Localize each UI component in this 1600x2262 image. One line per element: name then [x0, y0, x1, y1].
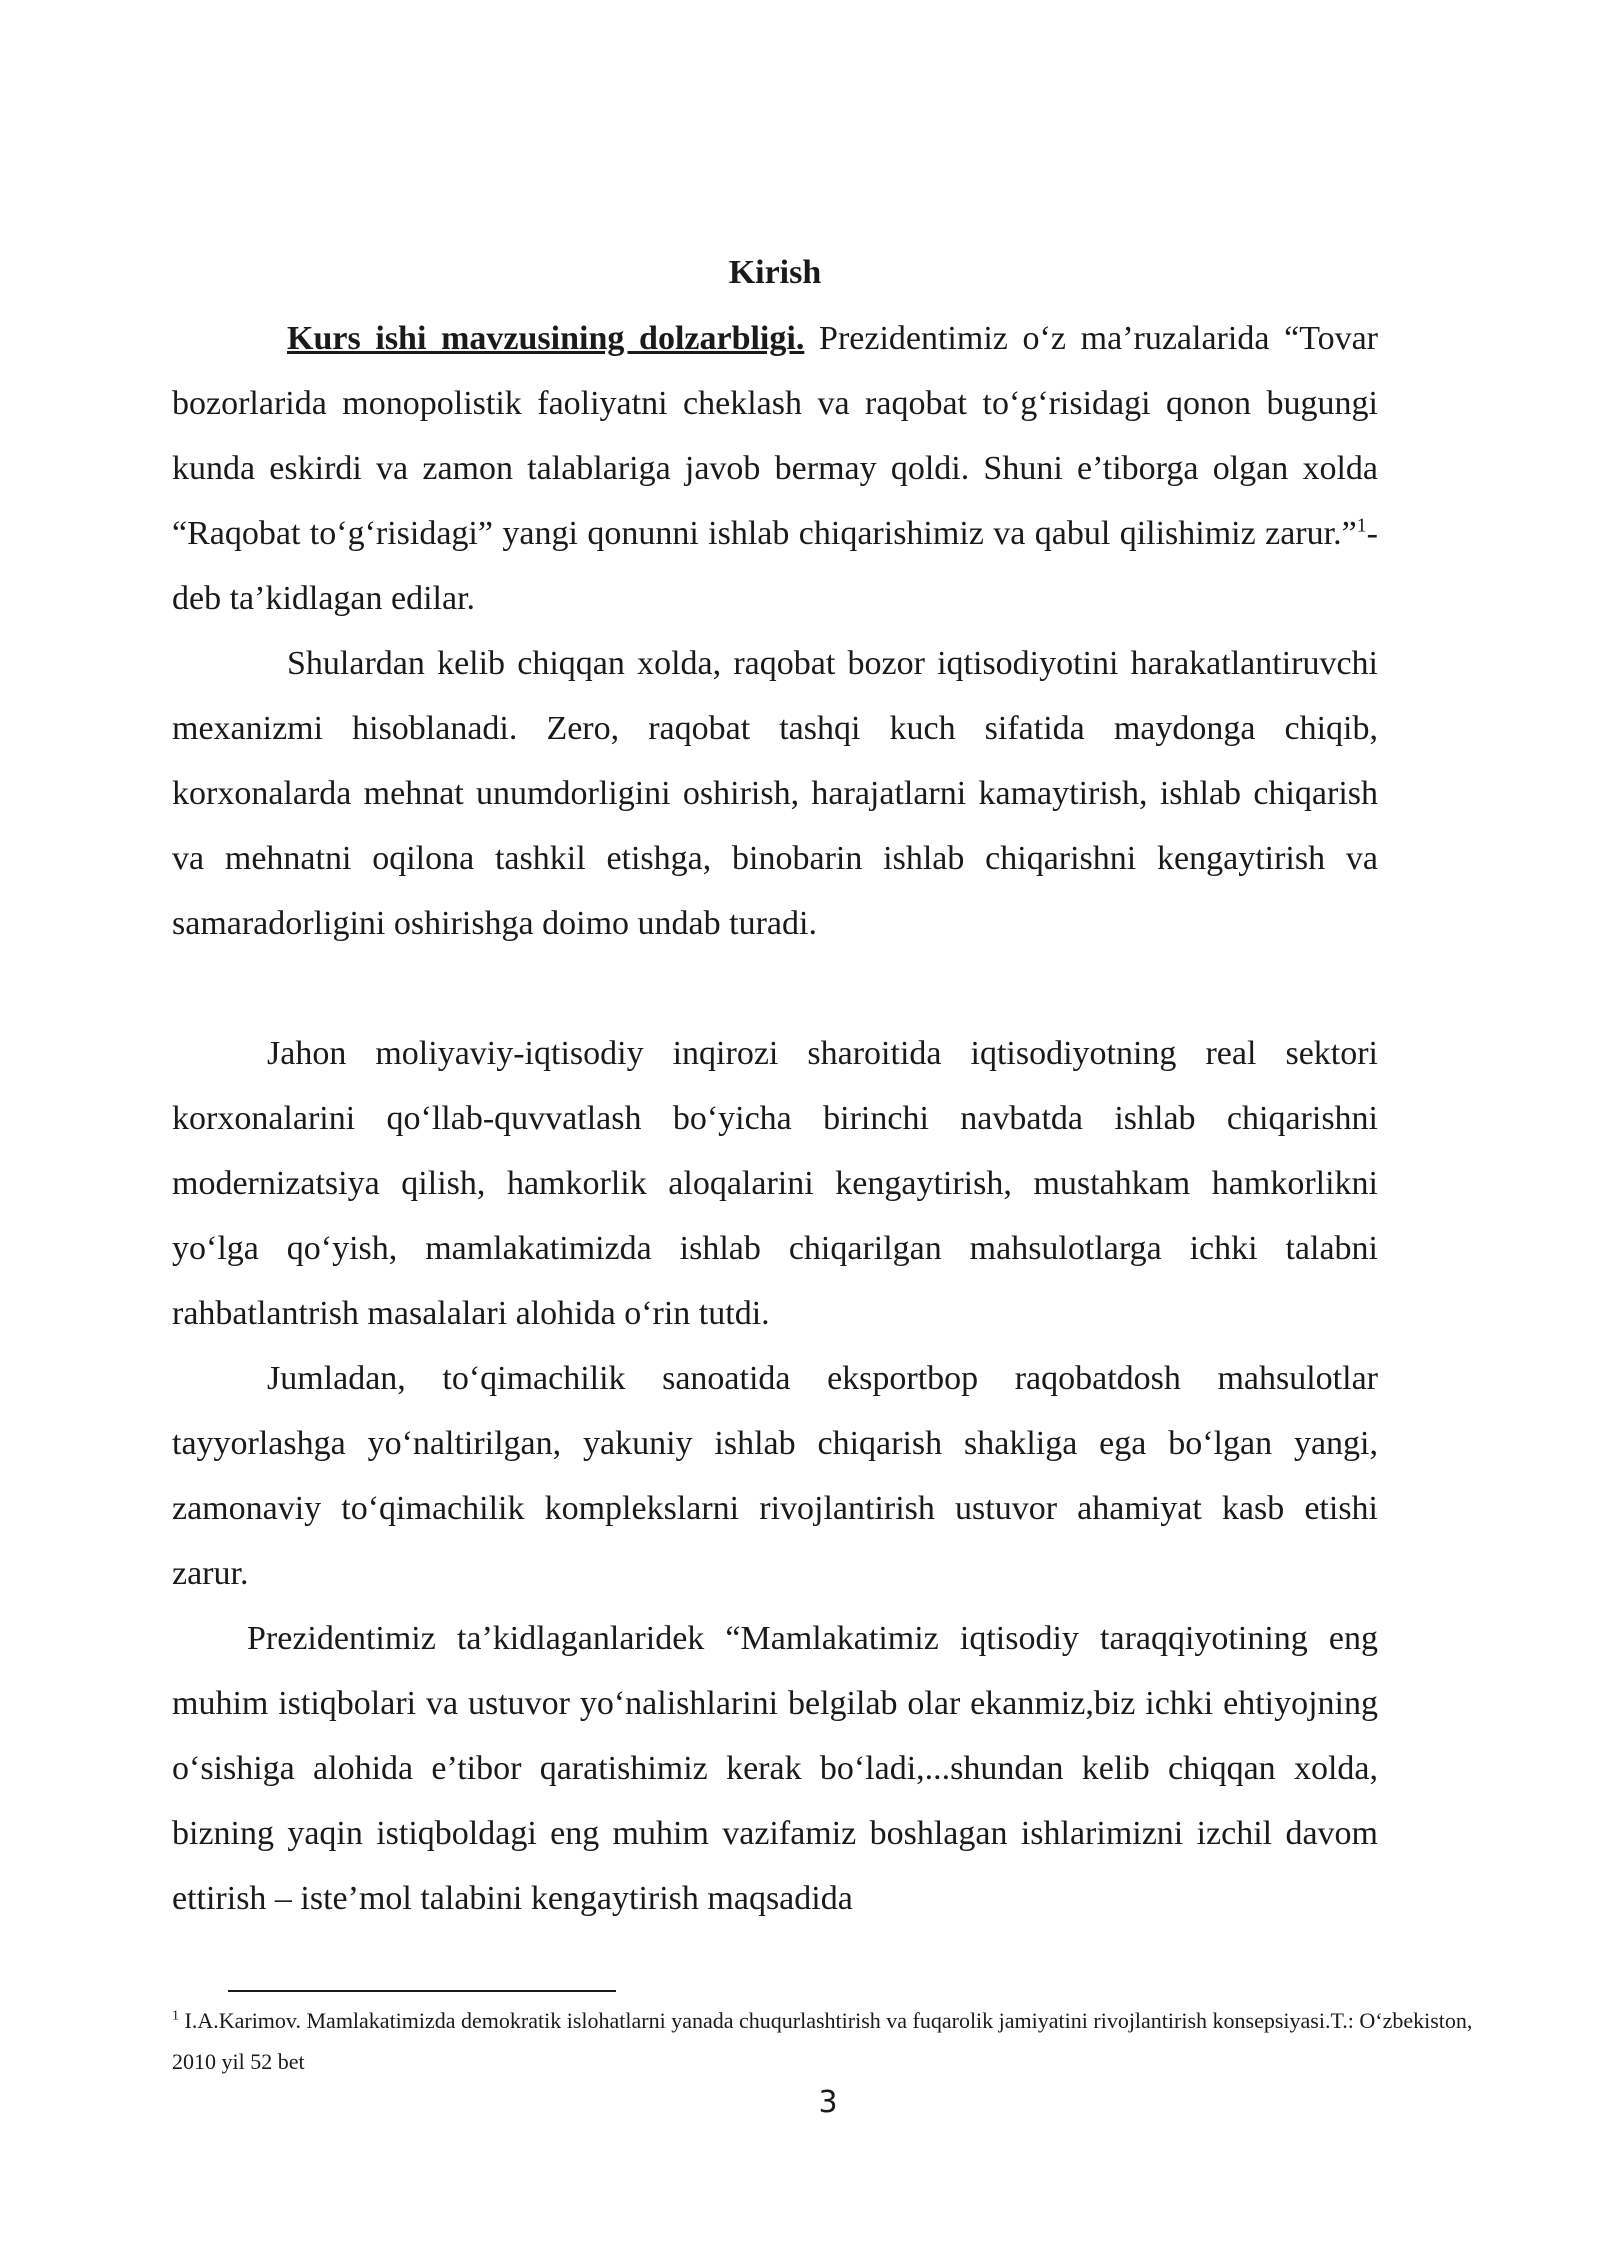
footnote-text: I.A.Karimov. Mamlakatimizda demokratik islohatlarni yanada chuqurlashtirish va fuqarolik jamiyatini rivojlantirish konsepsiyasi.T.: O‘zbekiston, 2010 yil 52 bet — [172, 2008, 1473, 2074]
page-number: 3 — [818, 2085, 838, 2120]
intro-text: Prezidentimiz o‘z ma’ruzalarida “Tovar bozorlarida monopolistik faoliyatni cheklash va raqobat to‘g‘risidagi qonon bugungi kunda eskirdi va zamon talablariga javob bermay qoldi. Shuni e’tiborga olgan xolda “Raqobat to‘g‘risidagi” yangi qonunni ishlab chiqarishimiz va qabul qilishimiz zarur.” — [172, 320, 1379, 552]
footnote — [172, 2000, 1492, 2082]
paragraph-2: Shulardan kelib chiqqan xolda, raqobat bozor iqtisodiyotini harakatlantiruvchi mexanizmi hisoblanadi. Zero, raqobat tashqi kuch sifatida maydonga chiqib, korxonalarda mehnat unumdorligini oshirish, harajatlarni kamaytirish, ishlab chiqarish va mehnatni oqilona tashkil etishga, binobarin ishlab chiqarishni kengaytirish va samaradorligini oshirishga doimo undab turadi. — [172, 645, 1378, 942]
page-title: Kirish — [728, 254, 822, 291]
paragraph-3: Jahon moliyaviy-iqtisodiy inqirozi sharoitida iqtisodiyotning real sektori korxonalarini qo‘llab-quvvatlash bo‘yicha birinchi navbatda ishlab chiqarishni modernizatsiya qilish, hamkorlik aloqalarini kengaytirish, mustahkam hamkorlikni yo‘lga qo‘yish, mamlakatimizda ishlab chiqarilgan mahsulotlarga ichki talabni rahbatlantrish masalalari alohida o‘rin tutdi. — [172, 1035, 1378, 1332]
footnote-number: 1 — [172, 2008, 179, 2024]
paragraph-4: Jumladan, to‘qimachilik sanoatida eksportbop raqobatdosh mahsulotlar tayyorlashga yo‘naltirilgan, yakuniy ishlab chiqarish shakliga ega bo‘lgan yangi, zamonaviy to‘qimachilik komplekslarni rivojlantirish ustuvor ahamiyat kasb etishi zarur. — [172, 1360, 1378, 1592]
paragraph-intro — [172, 306, 1378, 631]
section-heading: Kurs ishi mavzusining dolzarbligi. — [287, 320, 805, 357]
paragraph-5: Prezidentimiz ta’kidlaganlaridek “Mamlakatimiz iqtisodiy taraqqiyotining eng muhim istiqbolari va ustuvor yo‘nalishlarini belgilab olar ekanmiz,biz ichki ehtiyojning o‘sishiga alohida e’tibor qaratishimiz kerak bo‘ladi,...shundan kelib chiqqan xolda, bizning yaqin istiqboldagi eng muhim vazifamiz boshlagan ishlarimizni izchil davom ettirish – iste’mol talabini kengaytirish maqsadida — [172, 1620, 1378, 1917]
footnote-reference: 1 — [1356, 514, 1367, 537]
intro-tail: - deb ta’kidlagan edilar. — [172, 515, 1378, 617]
footnote-separator — [228, 1990, 616, 1992]
